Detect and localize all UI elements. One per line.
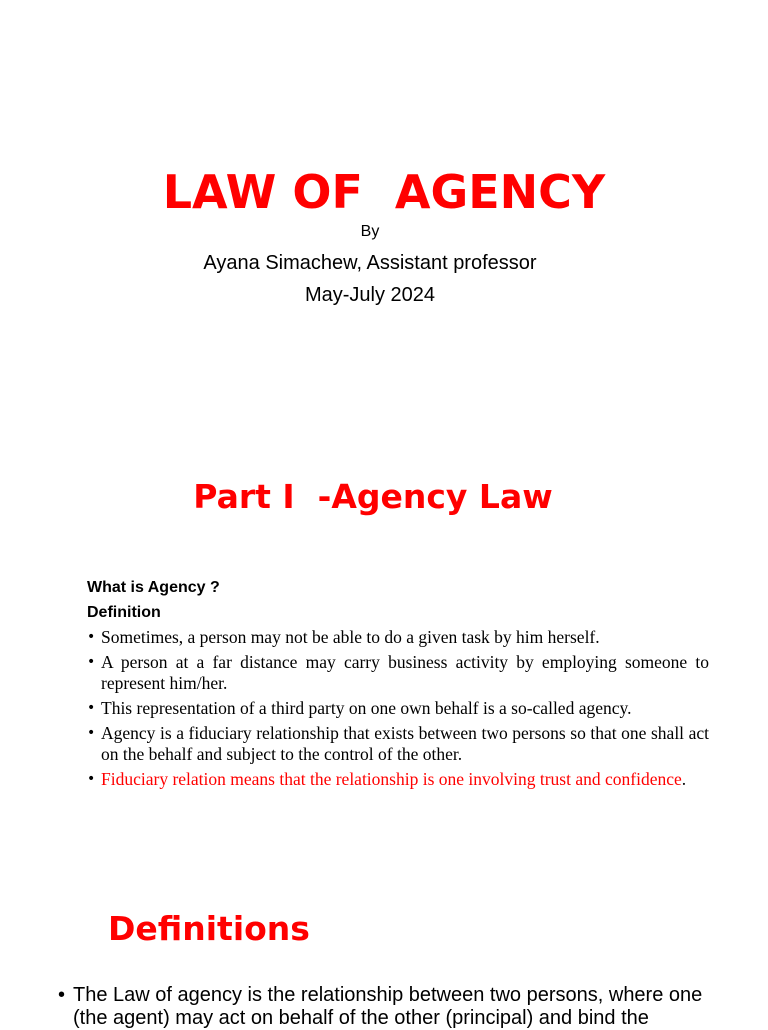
list-item — [87, 698, 709, 719]
bullet-text: A person at a far distance may carry business activity by employing someone to represent him/her. — [101, 652, 709, 693]
bullet-text: Sometimes, a person may not be able to do a given task by him herself. — [101, 627, 600, 647]
bullet-glyph: • — [87, 654, 96, 670]
bullet-glyph: • — [87, 700, 96, 716]
bullet-text: This representation of a third party on one own behalf is a so-called agency. — [101, 698, 632, 718]
definition-bullet-list — [87, 627, 709, 794]
definitions-bullet — [58, 984, 718, 1030]
bullet-glyph: • — [87, 725, 96, 741]
definitions-title: Definitions — [108, 909, 310, 948]
bullet-glyph: • — [87, 629, 96, 645]
date-line: May-July 2024 — [304, 284, 436, 306]
bullet-glyph: • — [58, 984, 66, 1006]
fiduciary-bullet-tail: . — [681, 769, 687, 789]
list-item — [87, 627, 709, 648]
list-item — [87, 652, 709, 694]
part-one-slide — [0, 420, 768, 860]
author-line: Ayana Simachew, Assistant professor — [203, 252, 537, 274]
list-item — [87, 769, 709, 790]
question-heading: What is Agency ? — [87, 579, 220, 596]
by-label: By — [360, 223, 380, 240]
definitions-slide — [0, 860, 768, 1029]
fiduciary-bullet-text: Fiduciary relation means that the relationship is one involving trust and confidence — [101, 769, 682, 789]
title-slide — [0, 0, 768, 420]
bullet-glyph: • — [87, 771, 96, 787]
main-title: LAW OF AGENCY — [162, 165, 606, 219]
bullet-text: Agency is a fiduciary relationship that exists between two persons so that one shall act on the behalf and subject to the control of the other. — [101, 723, 709, 764]
part-title: Part I -Agency Law — [193, 477, 553, 516]
definition-heading: Definition — [87, 604, 161, 621]
list-item — [87, 723, 709, 765]
definitions-bullet-text: The Law of agency is the relationship between two persons, where one (the agent) may act on behalf of the other (principal) and bind the — [73, 984, 703, 1029]
